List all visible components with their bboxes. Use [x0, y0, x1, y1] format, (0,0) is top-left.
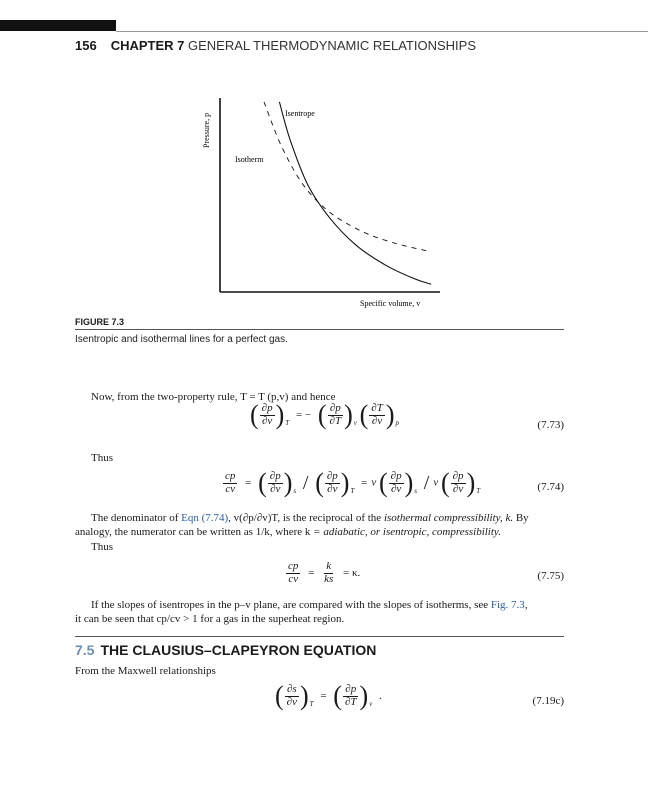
isentrope-label: Isentrope	[285, 109, 315, 118]
equation-number-7-19c: (7.19c)	[532, 695, 564, 707]
equation-number-7-73: (7.73)	[537, 419, 564, 431]
link-eqn-7-74[interactable]: Eqn (7.74)	[181, 512, 229, 524]
paragraph-two-property: Now, from the two-property rule, T = T (p,v) and hence	[91, 391, 336, 403]
y-axis-label: Pressure, p	[202, 112, 211, 148]
figure-label: FIGURE 7.3	[75, 317, 125, 327]
header-rule	[116, 31, 648, 32]
isotherm-label: Isotherm	[235, 155, 264, 164]
equation-number-7-75: (7.75)	[537, 570, 564, 582]
running-header	[75, 38, 476, 53]
isotherm-curve	[264, 102, 429, 251]
equation-number-7-74: (7.74)	[537, 481, 564, 493]
header-bar	[0, 20, 116, 31]
chapter-title: GENERAL THERMODYNAMIC RELATIONSHIPS	[188, 38, 476, 53]
isentrope-curve	[279, 102, 431, 284]
page-number: 156	[75, 38, 97, 53]
figure-caption: Isentropic and isothermal lines for a perfect gas.	[75, 334, 288, 345]
paragraph-slopes: If the slopes of isentropes in the p–v plane, are compared with the slopes of isotherms, see Fig. 7.3,	[91, 599, 528, 611]
section-rule	[75, 636, 564, 637]
paragraph-denominator: The denominator of Eqn (7.74), v(∂p/∂v)T, is the reciprocal of the isothermal compressibility, k. By	[91, 512, 529, 524]
equation-7-73: ( $\frac{\partial p}{\partial v}$ ) T = − ( $\frac{\partial p}{\partial T}$ ) v ( $\frac{\partial T}{\partial v}$ ) p	[250, 399, 400, 430]
chapter-label: CHAPTER 7	[110, 38, 185, 53]
paragraph-denominator-line2: analogy, the numerator can be written as 1/k, where k = adiabatic, or isentropic, compressibility.	[75, 526, 501, 538]
section-title: THE CLAUSIUS–CLAPEYRON EQUATION	[100, 642, 377, 658]
equation-7-74: $\frac{cp}{cv}$ = ( $\frac{\partial p}{\partial v}$ ) s / ( $\frac{\partial p}{\partial v}$ ) T = v ( $\frac{\partial p}{\partial v}$ ) s / v ( $\frac{\partial p}{\partial v}$ ) T	[225, 467, 481, 498]
paragraph-maxwell: From the Maxwell relationships	[75, 665, 216, 677]
section-number: 7.5	[75, 642, 95, 658]
x-axis-label: Specific volume, v	[360, 299, 421, 308]
equation-7-75: $\frac{cp}{cv}$ = $\frac{k}{ks}$ = κ.	[288, 560, 361, 585]
thus-label-2: Thus	[91, 541, 113, 553]
section-heading	[75, 642, 376, 658]
figure-7-3-plot	[190, 90, 450, 312]
figure-rule	[75, 329, 564, 330]
paragraph-slopes-line2: it can be seen that cp/cv > 1 for a gas in the superheat region.	[75, 613, 345, 625]
thus-label-1: Thus	[91, 452, 113, 464]
link-fig-7-3[interactable]: Fig. 7.3	[490, 599, 525, 611]
equation-7-19c: ( $\frac{\partial s}{\partial v}$ ) T = ( $\frac{\partial p}{\partial T}$ ) v .	[275, 680, 382, 711]
